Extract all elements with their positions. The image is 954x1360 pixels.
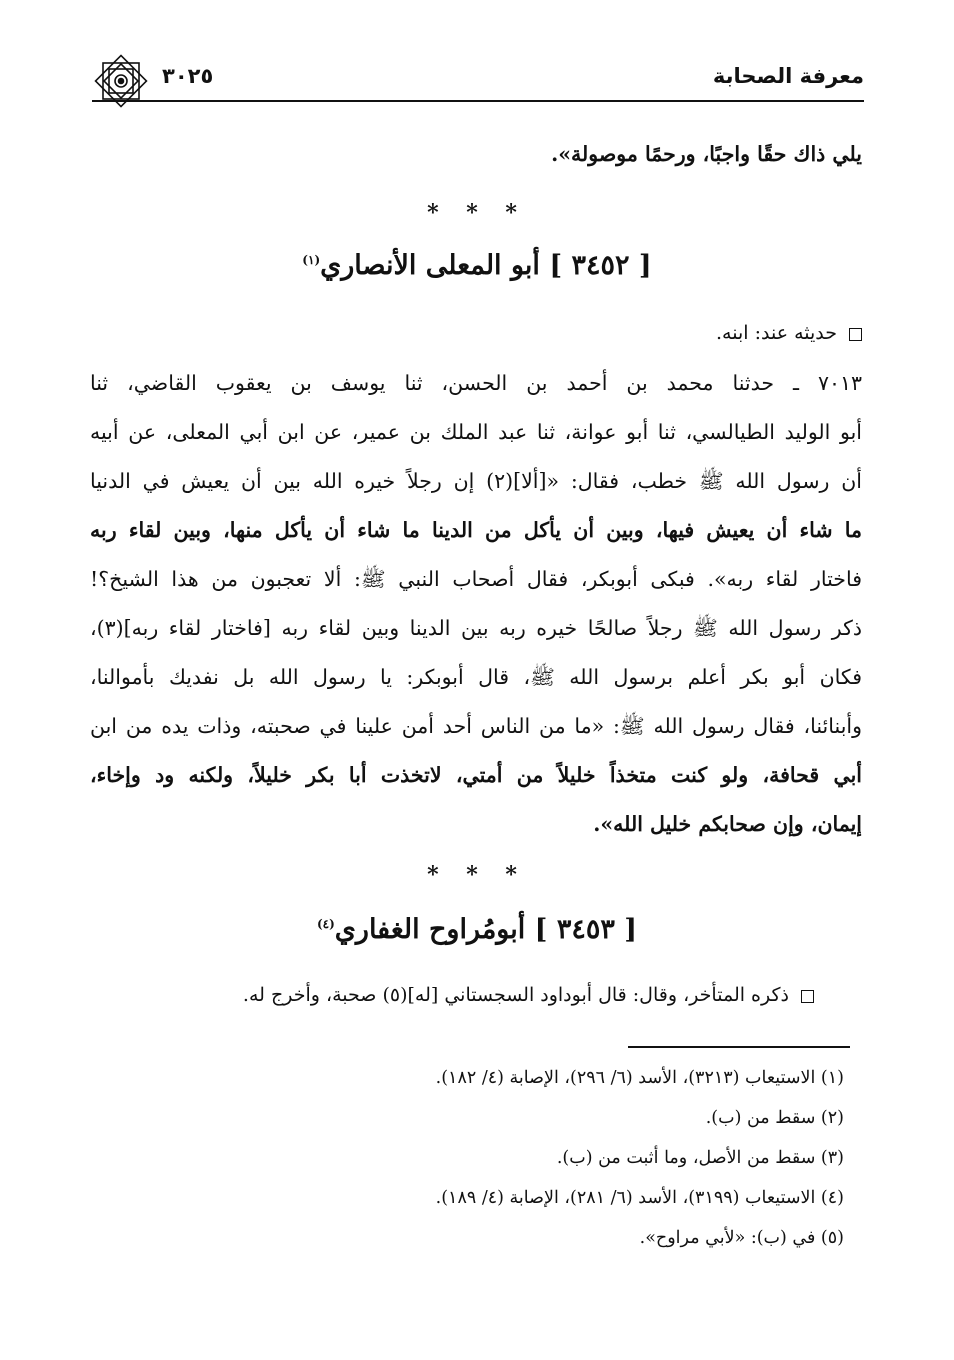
previous-text-line: يلي ذاك حقًا واجبًا، ورحمًا موصولة». (551, 142, 862, 166)
entry-heading-3452 (0, 250, 954, 281)
hadith-line: أن رسول الله ﷺ خطب، فقال: «[ألا](٢) إن رجلاً خيره الله بين أن يعيش في الدنيا (90, 469, 862, 493)
hadith-line: فاختار لقاء ربه». فبكى أبوبكر، فقال أصحاب النبي ﷺ: ألا تعجبون من هذا الشيخ؟! (90, 567, 862, 591)
entry-heading-text: [ ٣٤٥٣ ] أبومُراوح الغفاري (334, 914, 638, 945)
entry-note-text: ذكره المتأخر، وقال: قال أبوداود السجستاني [له](٥) صحبة، وأخرج له. (242, 984, 789, 1006)
header-rule (92, 100, 864, 102)
entry-note-text: حديثه عند: ابنه. (716, 322, 837, 344)
section-separator: * * * (427, 862, 527, 888)
footnote: (٢) سقط من (ب). (705, 1108, 844, 1128)
footnote-ref: (١) (302, 253, 321, 267)
entry-heading-3453 (0, 914, 954, 945)
square-bullet-icon (801, 990, 814, 1003)
footnote: (٤) الاستيعاب (٣١٩٩)، الأسد (٦/ ٢٨١)، الإصابة (٤/ ١٨٩). (435, 1188, 844, 1208)
hadith-line: فكان أبو بكر أعلم برسول الله ﷺ، قال أبوبكر: يا رسول الله بل نفديك بأموالنا، (90, 665, 862, 689)
hadith-line: ذكر رسول الله ﷺ رجلاً صالحًا خيره ربه بين الدينا وبين لقاء ربه [فاختار لقاء ربه](٣)، (90, 616, 862, 640)
entry-heading-text: [ ٣٤٥٢ ] أبو المعلى الأنصاري (320, 250, 652, 281)
footnote: (٣) سقط من الأصل، وما أثبت من (ب). (556, 1148, 844, 1168)
hadith-line: ٧٠١٣ ـ حدثنا محمد بن أحمد بن الحسن، ثنا يوسف بن يعقوب القاضي، ثنا (90, 371, 862, 395)
hadith-line: وأبنائنا، فقال رسول الله ﷺ: «ما من الناس أحد أمن علينا في صحبته، وذات يده من ابن (90, 714, 862, 738)
page-number: ٣٠٢٥ (162, 64, 214, 88)
running-header (92, 58, 864, 104)
square-bullet-icon (849, 328, 862, 341)
entry-note (42, 984, 814, 1007)
hadith-line: ما شاء أن يعيش فيها، وبين أن يأكل من الدينا ما شاء أن يأكل منها، وبين لقاء ربه (90, 518, 862, 542)
hadith-line: أبي قحافة، ولو كنت متخذاً خليلاً من أمتي، لاتخذت أبا بكر خليلاً، ولكنه ود وإخاء، (90, 763, 862, 787)
footnote: (٥) في (ب): «لأبي مراوح». (639, 1228, 844, 1248)
footnote-ref: (٤) (316, 917, 335, 931)
footnote: (١) الاستيعاب (٣٢١٣)، الأسد (٦/ ٢٩٦)، الإصابة (٤/ ١٨٢). (435, 1068, 844, 1088)
hadith-line: أبو الوليد الطيالسي، ثنا أبو عوانة، ثنا عبد الملك بن عمير، عن ابن أبي المعلى، عن أبيه (90, 420, 862, 444)
entry-note (90, 322, 862, 345)
footnote-rule (628, 1046, 850, 1048)
hadith-line: إيمان، وإن صحابكم خليل الله». (593, 812, 862, 836)
section-separator: * * * (427, 200, 527, 226)
running-title: معرفة الصحابة (712, 64, 864, 88)
